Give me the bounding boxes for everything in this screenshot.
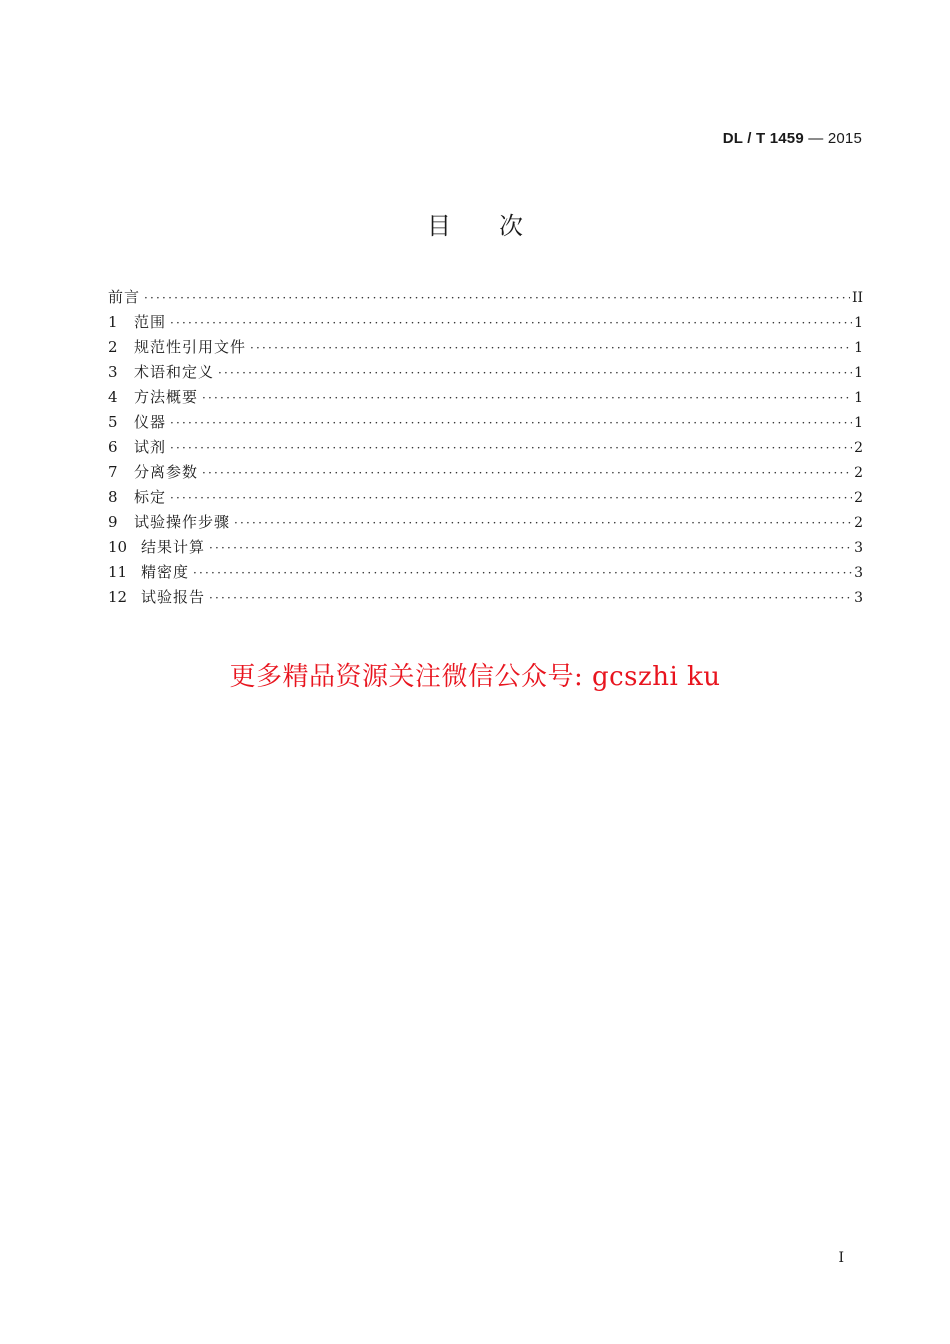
toc-item-6[interactable] bbox=[108, 435, 863, 460]
toc-item-number: 6 bbox=[108, 438, 118, 456]
toc-item-page: 2 bbox=[854, 440, 863, 456]
toc-leader-dots bbox=[170, 311, 852, 336]
toc-item-8[interactable] bbox=[108, 485, 863, 510]
toc-item-page: 2 bbox=[854, 490, 863, 506]
toc-item-page: 1 bbox=[854, 365, 863, 381]
toc-item-label: 试验操作步骤 bbox=[134, 513, 231, 531]
toc-item-5[interactable] bbox=[108, 410, 863, 435]
toc-leader-dots bbox=[209, 586, 852, 611]
standard-code-prefix: DL / T 1459 bbox=[722, 130, 804, 147]
toc-item-label: 范围 bbox=[134, 313, 167, 331]
toc-item-label: 前言 bbox=[108, 288, 141, 306]
toc-leader-dots bbox=[170, 411, 852, 436]
toc-item-label: 试验报告 bbox=[141, 588, 206, 606]
standard-code bbox=[723, 130, 862, 147]
toc-item-10[interactable] bbox=[108, 535, 863, 560]
toc-item-page: 1 bbox=[854, 315, 863, 331]
toc-item-page: 2 bbox=[854, 515, 863, 531]
toc-item-12[interactable] bbox=[108, 585, 863, 610]
toc-item-1[interactable] bbox=[108, 310, 863, 335]
toc-item-page: 1 bbox=[854, 390, 863, 406]
toc-item-11[interactable] bbox=[108, 560, 863, 585]
toc-item-number: 4 bbox=[108, 388, 118, 406]
toc-item-page: 3 bbox=[854, 540, 863, 556]
toc-item-label: 方法概要 bbox=[134, 388, 199, 406]
toc-leader-dots bbox=[170, 436, 852, 461]
toc-item-page: 1 bbox=[854, 415, 863, 431]
toc-item-label: 规范性引用文件 bbox=[134, 338, 247, 356]
standard-code-year: — 2015 bbox=[803, 130, 862, 147]
page-number: I bbox=[838, 1250, 844, 1266]
toc-item-number: 8 bbox=[108, 488, 118, 506]
toc-item-page: 3 bbox=[854, 565, 863, 581]
toc-item-label: 试剂 bbox=[134, 438, 167, 456]
toc-leader-dots bbox=[234, 511, 852, 536]
toc-item-7[interactable] bbox=[108, 460, 863, 485]
toc-item-number: 11 bbox=[108, 563, 128, 581]
table-of-contents bbox=[108, 285, 863, 610]
toc-item-label: 仪器 bbox=[134, 413, 167, 431]
toc-item-number: 7 bbox=[108, 463, 118, 481]
toc-leader-dots bbox=[202, 386, 852, 411]
toc-item-preface[interactable] bbox=[108, 285, 863, 310]
page-title: 目次 bbox=[427, 212, 571, 240]
toc-item-number: 9 bbox=[108, 513, 118, 531]
toc-leader-dots bbox=[218, 361, 852, 386]
promo-banner-text: 更多精品资源关注微信公众号: gcszhi ku bbox=[229, 662, 721, 692]
toc-item-label: 标定 bbox=[134, 488, 167, 506]
toc-item-page: 1 bbox=[854, 340, 863, 356]
toc-item-page: II bbox=[851, 290, 863, 306]
toc-item-label: 分离参数 bbox=[134, 463, 199, 481]
toc-item-number: 12 bbox=[108, 588, 128, 606]
toc-item-number: 2 bbox=[108, 338, 118, 356]
toc-item-2[interactable] bbox=[108, 335, 863, 360]
toc-item-page: 2 bbox=[854, 465, 863, 481]
toc-leader-dots bbox=[250, 336, 852, 361]
toc-item-number: 3 bbox=[108, 363, 118, 381]
toc-item-number: 1 bbox=[108, 313, 118, 331]
toc-leader-dots bbox=[170, 486, 852, 511]
toc-leader-dots bbox=[193, 561, 852, 586]
toc-item-page: 3 bbox=[854, 590, 863, 606]
toc-leader-dots bbox=[202, 461, 852, 486]
toc-item-9[interactable] bbox=[108, 510, 863, 535]
toc-item-label: 结果计算 bbox=[141, 538, 206, 556]
toc-leader-dots bbox=[209, 536, 852, 561]
toc-item-label: 术语和定义 bbox=[134, 363, 215, 381]
toc-item-label: 精密度 bbox=[141, 563, 190, 581]
toc-item-4[interactable] bbox=[108, 385, 863, 410]
toc-item-number: 5 bbox=[108, 413, 118, 431]
toc-item-3[interactable] bbox=[108, 360, 863, 385]
toc-item-number: 10 bbox=[108, 538, 128, 556]
toc-leader-dots bbox=[144, 286, 850, 311]
